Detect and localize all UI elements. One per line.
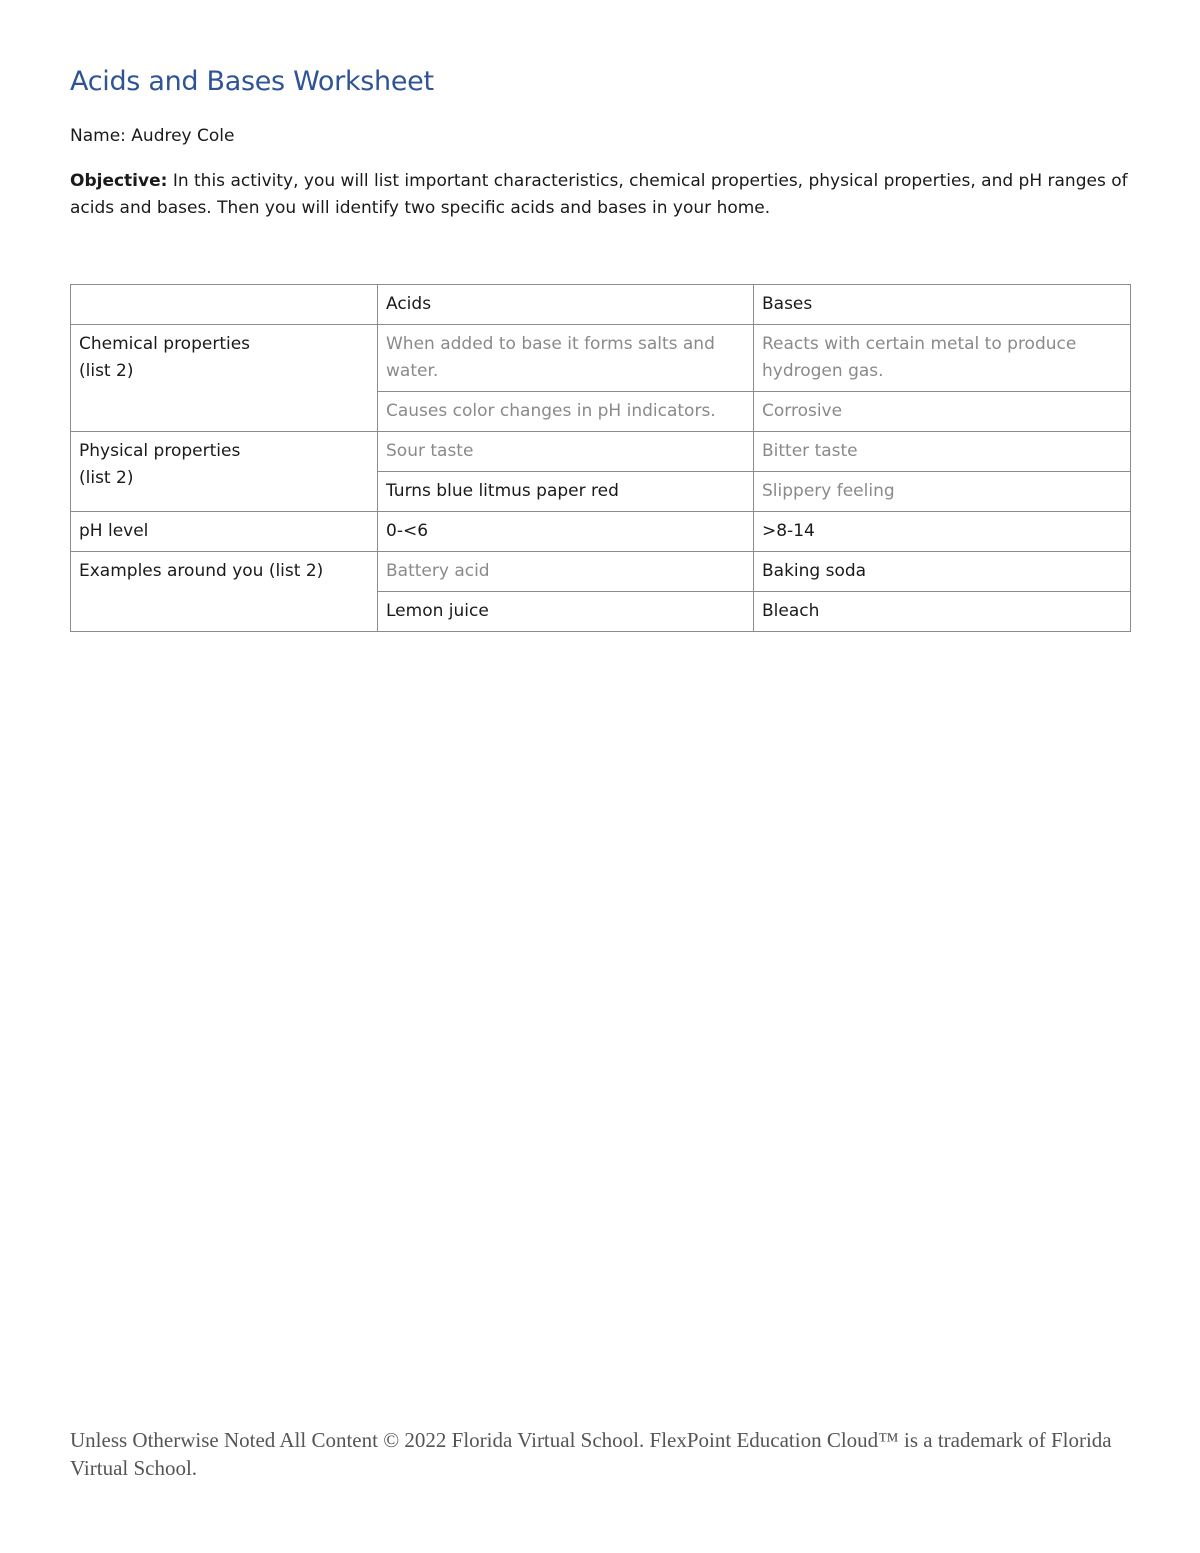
cell-base-chemical-1: Reacts with certain metal to produce hydrogen gas. <box>754 325 1131 392</box>
cell-acid-chemical-1: When added to base it forms salts and water. <box>378 325 754 392</box>
acids-bases-table <box>70 284 1131 632</box>
cell-acid-example-2: Lemon juice <box>378 592 754 632</box>
cell-acid-physical-1: Sour taste <box>378 432 754 472</box>
cell-acid-ph: 0-<6 <box>378 512 754 552</box>
header-cell-bases: Bases <box>754 285 1131 325</box>
objective-label: Objective: <box>70 171 168 191</box>
copyright-footer: Unless Otherwise Noted All Content © 2022 Florida Virtual School. FlexPoint Education Cloud™ is a trademark of Florida Virtual School. <box>70 1428 1112 1480</box>
row-label-physical-properties: Physical properties (list 2) <box>71 432 378 512</box>
cell-base-example-2: Bleach <box>754 592 1131 632</box>
table-row <box>71 432 1131 472</box>
cell-base-chemical-2: Corrosive <box>754 392 1131 432</box>
cell-base-physical-1: Bitter taste <box>754 432 1131 472</box>
table-row <box>71 512 1131 552</box>
header-cell-empty <box>71 285 378 325</box>
cell-base-physical-2: Slippery feeling <box>754 472 1131 512</box>
student-name: Name: Audrey Cole <box>70 126 235 146</box>
cell-acid-example-1: Battery acid <box>378 552 754 592</box>
table-row <box>71 325 1131 392</box>
table-row <box>71 552 1131 592</box>
row-label-chemical-properties: Chemical properties (list 2) <box>71 325 378 432</box>
cell-acid-physical-2: Turns blue litmus paper red <box>378 472 754 512</box>
objective-text: In this activity, you will list important characteristics, chemical properties, physical properties, and pH ranges of acids and bases. Then you will identify two specific acids and bases in your home. <box>70 171 1128 218</box>
page-title: Acids and Bases Worksheet <box>70 66 434 97</box>
cell-base-ph: >8-14 <box>754 512 1131 552</box>
objective-paragraph <box>70 168 1135 222</box>
row-label-examples: Examples around you (list 2) <box>71 552 378 632</box>
header-cell-acids: Acids <box>378 285 754 325</box>
table-header-row <box>71 285 1131 325</box>
cell-acid-chemical-2: Causes color changes in pH indicators. <box>378 392 754 432</box>
cell-base-example-1: Baking soda <box>754 552 1131 592</box>
row-label-ph-level: pH level <box>71 512 378 552</box>
